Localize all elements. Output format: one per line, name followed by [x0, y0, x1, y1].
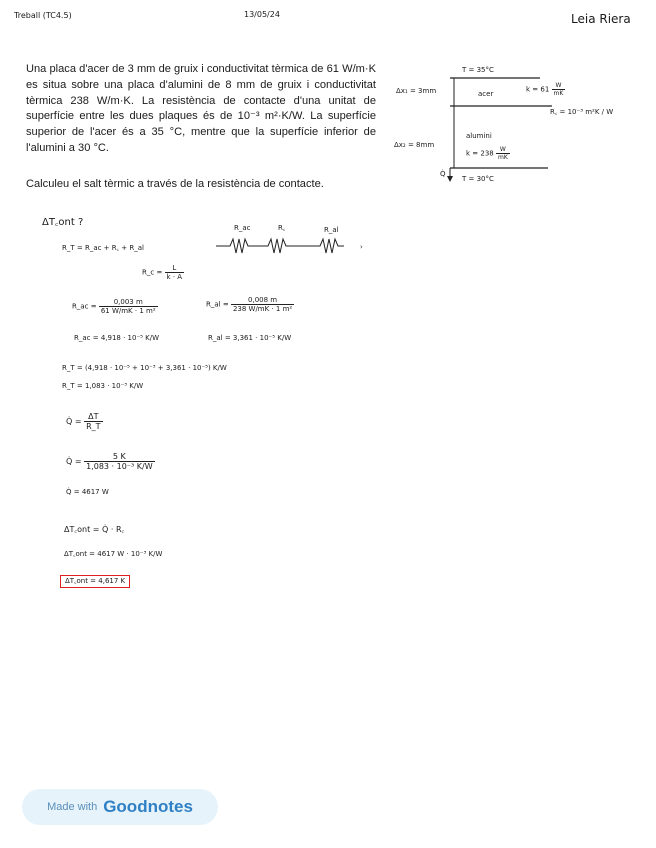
r-aluminium-lhs: R_al =: [206, 300, 229, 309]
plate-diagram-lines: [392, 62, 642, 192]
al-k-value: k = 238: [466, 149, 494, 158]
heat-flow-fraction: [84, 412, 102, 431]
heat-flow-lhs: Q̇ =: [66, 417, 82, 426]
r-aluminium-num: 0,008 m: [248, 296, 278, 304]
problem-question: Calculeu el salt tèrmic a través de la resistència de contacte.: [26, 178, 324, 190]
r-steel-fraction: [99, 298, 158, 315]
steel-k-unit-den: mK: [553, 90, 564, 97]
al-k-unit-num: W: [499, 146, 506, 153]
r-aluminium-value: R_al = 3,361 · 10⁻⁵ K/W: [208, 334, 292, 342]
header-name: Leia Riera: [571, 12, 631, 26]
resistor-circuit: [216, 224, 366, 260]
al-k-unit-den: mK: [497, 154, 508, 161]
heat-flow-value: Q̇ = 4617 W: [66, 488, 109, 496]
heat-flow-sub-den: 1,083 · 10⁻³ K/W: [86, 462, 153, 471]
goodnotes-badge: [22, 789, 218, 825]
steel-k-unit-num: W: [555, 82, 562, 89]
total-resistance-eq: R_T = R_ac + R꜀ + R_al: [62, 244, 144, 252]
steel-conductivity: [526, 82, 565, 97]
circuit-label-steel: R_ac: [234, 224, 251, 232]
conduction-formula-lhs: R_c =: [142, 268, 163, 277]
r-aluminium-substitution: [206, 296, 294, 313]
r-steel-num: 0,003 m: [113, 298, 143, 306]
heat-flow-sub-num: 5 K: [112, 452, 126, 461]
heat-flow-sub-lhs: Q̇ =: [66, 457, 82, 466]
heat-flow-label: Q̇: [440, 170, 446, 178]
r-steel-lhs: R_ac =: [72, 302, 97, 311]
heat-flow-sub-fraction: [84, 452, 155, 471]
r-steel-substitution: [72, 298, 158, 315]
steel-k-unit: [552, 82, 566, 97]
svg-text:›: ›: [360, 243, 363, 251]
final-answer-box: ΔT꜀ont = 4,617 K: [60, 575, 130, 588]
steel-thickness: Δx₁ = 3mm: [396, 87, 437, 95]
aluminium-layer-label: alumini: [466, 132, 492, 140]
conduction-den: k · A: [166, 273, 183, 281]
header-date: 13/05/24: [244, 10, 280, 19]
circuit-label-contact: R꜀: [278, 224, 286, 232]
r-aluminium-den: 238 W/mK · 1 m²: [232, 305, 293, 313]
r-total-value: R_T = 1,083 · 10⁻³ K/W: [62, 382, 144, 390]
conduction-num: L: [172, 264, 177, 272]
resistor-circuit-wire: [216, 234, 366, 258]
r-steel-value: R_ac = 4,918 · 10⁻⁵ K/W: [74, 334, 160, 342]
steel-layer-label: acer: [478, 90, 494, 98]
goodnotes-logo: Goodnotes: [103, 797, 193, 816]
aluminium-conductivity: [466, 146, 510, 161]
r-aluminium-fraction: [231, 296, 294, 313]
header-title: Treball (TC4.5): [14, 11, 72, 20]
heat-flow-substitution: [66, 452, 155, 471]
r-total-sum: R_T = (4,918 · 10⁻⁵ + 10⁻³ + 3,361 · 10⁻⁵) K/W: [62, 364, 227, 372]
conduction-formula: [142, 264, 184, 281]
unknown-label: ΔT꜀ont ?: [42, 217, 84, 228]
aluminium-thickness: Δx₂ = 8mm: [394, 141, 435, 149]
temp-top: T = 35°C: [462, 66, 494, 74]
contact-resistance: R꜀ = 10⁻³ m²K / W: [550, 108, 614, 116]
plate-diagram: [392, 62, 642, 192]
temp-drop-substitution: ΔT꜀ont = 4617 W · 10⁻³ K/W: [64, 550, 163, 558]
temp-drop-formula: ΔT꜀ont = Q̇ · R꜀: [64, 525, 125, 534]
conduction-fraction: [165, 264, 185, 281]
steel-k-value: k = 61: [526, 85, 550, 94]
circuit-label-aluminium: R_al: [324, 226, 339, 234]
r-steel-den: 61 W/mK · 1 m²: [100, 307, 156, 315]
made-with-label: Made with: [47, 801, 98, 813]
heat-flow-den: R_T: [86, 422, 101, 431]
al-k-unit: [496, 146, 510, 161]
heat-flow-formula: [66, 412, 103, 431]
heat-flow-num: ΔT: [88, 412, 99, 421]
temp-bottom: T = 30°C: [462, 175, 494, 183]
problem-statement: Una placa d'acer de 3 mm de gruix i conductivitat tèrmica de 61 W/m·K es situa sobre una placa d'alumini de 8 mm de gruix i conductivitat tèrmica 238 W/m·K. La resistència de contacte d'una unitat de superfície entre les dues plaques és de 10⁻³ m²·K/W. La superfície superior de l'acer és a 35 °C, mentre que la superfície inferior de l'alumini a 30 °C.: [26, 63, 376, 154]
